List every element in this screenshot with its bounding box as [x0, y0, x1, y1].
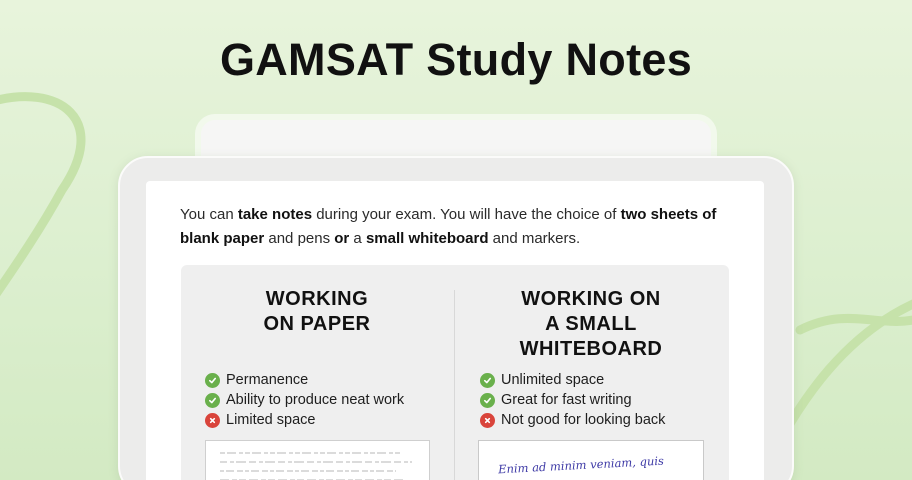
whiteboard-feature-1-label: Unlimited space: [501, 372, 605, 388]
check-icon: [480, 393, 495, 408]
paper-column-title: [217, 287, 417, 337]
whiteboard-handwriting: Enim ad minim veniam, quis: [497, 453, 665, 477]
intro-bold-or: or: [334, 230, 350, 247]
check-icon: [480, 373, 495, 388]
cross-icon: [480, 413, 495, 428]
paper-feature-2-label: Ability to produce neat work: [226, 392, 405, 408]
whiteboard-title-line-2: A SMALL: [545, 313, 637, 335]
intro-text-2: during your exam. You will have the choice of: [312, 206, 621, 223]
whiteboard-title-line-1: WORKING ON: [521, 288, 661, 310]
whiteboard-feature-2: [480, 390, 665, 410]
whiteboard-feature-1: [480, 370, 665, 390]
paper-feature-1-label: Permanence: [226, 372, 309, 388]
intro-bold-take-notes: take notes: [237, 206, 313, 223]
intro-text-3: and pens: [264, 230, 335, 247]
intro-text-5: and markers.: [488, 230, 581, 247]
paper-feature-1: [205, 370, 404, 390]
whiteboard-feature-3-label: Not good for looking back: [501, 412, 666, 428]
check-icon: [205, 393, 220, 408]
whiteboard-title-line-3: WHITEBOARD: [519, 338, 663, 360]
intro-bold-whiteboard: small whiteboard: [365, 230, 489, 247]
paper-feature-list: [205, 370, 404, 430]
column-divider: [454, 290, 455, 480]
check-icon: [205, 373, 220, 388]
whiteboard-feature-2-label: Great for fast writing: [501, 392, 632, 408]
intro-text-1: You can: [180, 206, 238, 223]
intro-bold-paper: two sheets of blank paper: [180, 206, 717, 247]
intro-paragraph: [180, 203, 720, 251]
whiteboard-feature-list: [480, 370, 665, 430]
intro-text-4: a: [349, 230, 366, 247]
paper-feature-3-label: Limited space: [226, 412, 316, 428]
paper-title-line-2: ON PAPER: [263, 313, 371, 335]
paper-feature-2: [205, 390, 404, 410]
page-title: GAMSAT Study Notes: [219, 34, 693, 85]
paper-title-line-1: WORKING: [265, 288, 369, 310]
cross-icon: [205, 413, 220, 428]
paper-feature-3: [205, 410, 404, 430]
scribbled-notes-illustration: [206, 441, 429, 480]
whiteboard-column-title: [478, 287, 704, 362]
paper-sample-notes: [205, 440, 430, 480]
whiteboard-feature-3: [480, 410, 665, 430]
